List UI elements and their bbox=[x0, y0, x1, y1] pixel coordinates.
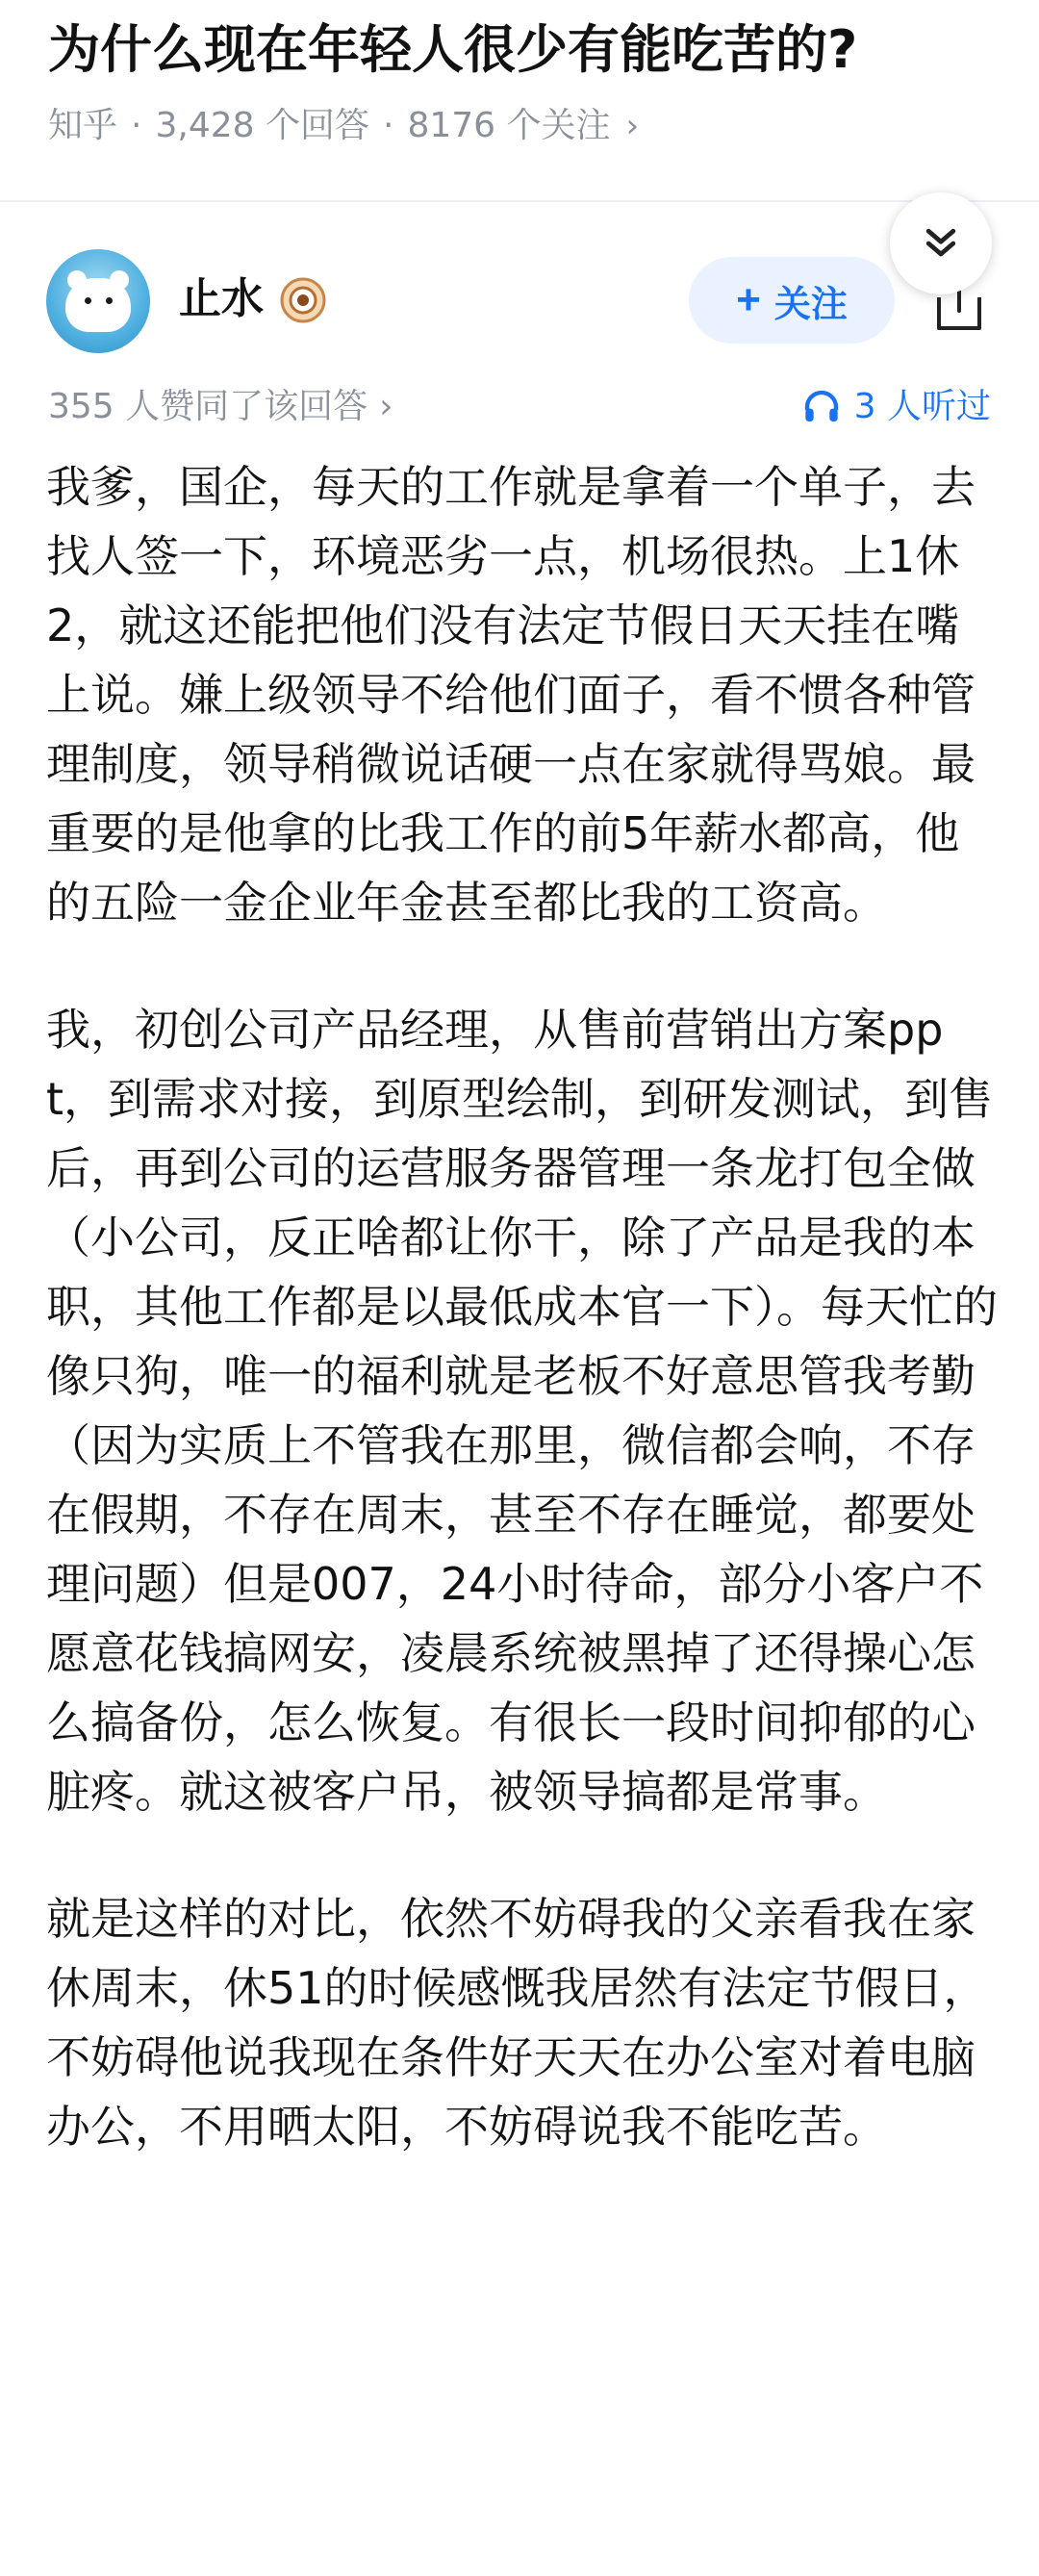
meta-separator: · bbox=[382, 106, 394, 145]
author-row bbox=[0, 245, 1039, 361]
stats-row bbox=[0, 380, 1039, 438]
follow-label: 关注 bbox=[773, 284, 848, 325]
source-label: 知乎 bbox=[48, 106, 118, 145]
follow-button[interactable] bbox=[689, 257, 895, 344]
avatar-bear bbox=[65, 278, 131, 332]
chevron-right-icon: › bbox=[379, 387, 393, 426]
meta-separator: · bbox=[131, 106, 142, 145]
collapse-button[interactable] bbox=[890, 192, 992, 294]
answer-paragraph: 我爹，国企，每天的工作就是拿着一个单子，去找人签一下，环境恶劣一点，机场很热。上1休2，就这还能把他们没有法定节假日天天挂在嘴上说。嫌上级领导不给他们面子，看不惯各种管理制度，领导稍微说话硬一点在家就得骂娘。最重要的是他拿的比我工作的前5年薪水都高，他的五险一金企业年金甚至都比我的工资高。 bbox=[46, 461, 976, 929]
follower-count: 8176 个关注 bbox=[407, 106, 611, 145]
listened-count[interactable] bbox=[802, 380, 991, 434]
plus-icon: + bbox=[736, 276, 761, 323]
header-divider bbox=[0, 200, 1039, 202]
vote-count-label: 355 人赞同了该回答 bbox=[48, 387, 368, 426]
avatar-eye bbox=[85, 297, 91, 304]
eye-badge-icon[interactable] bbox=[279, 276, 327, 324]
question-meta[interactable] bbox=[48, 100, 639, 152]
answer-paragraph: 我，初创公司产品经理，从售前营销出方案ppt，到需求对接，到原型绘制，到研发测试，到售后，再到公司的运营服务器管理一条龙打包全做（小公司，反正啥都让你干，除了产品是我的本职，其他工作都是以最低成本官一下）。每天忙的像只狗，唯一的福利就是老板不好意思管我考勤（因为实质上不管我在那里，微信都会响，不存在假期，不存在周末，甚至不存在睡觉，都要处理问题）但是007，24小时待命，部分小客户不愿意花钱搞网安，凌晨系统被黑掉了还得操心怎么搞备份，怎么恢复。有很长一段时间抑郁的心脏疼。就这被客户吊，被领导搞都是常事。 bbox=[46, 1004, 998, 1818]
answer-paragraph: 就是这样的对比，依然不妨碍我的父亲看我在家休周末，休51的时候感慨我居然有法定节假日，不妨碍他说我现在条件好天天在办公室对着电脑办公，不用晒太阳，不妨碍说我不能吃苦。 bbox=[46, 1893, 988, 2153]
vote-count[interactable] bbox=[48, 380, 393, 434]
question-header bbox=[0, 0, 1039, 202]
question-title[interactable]: 为什么现在年轻人很少有能吃苦的? bbox=[48, 19, 858, 80]
double-chevron-down-icon bbox=[920, 222, 962, 265]
author-name[interactable]: 止水 bbox=[179, 274, 264, 323]
answer-count: 3,428 个回答 bbox=[155, 106, 369, 145]
chevron-right-icon: › bbox=[625, 107, 640, 145]
listened-label: 3 人听过 bbox=[853, 387, 991, 426]
headphones-icon bbox=[802, 388, 841, 426]
avatar[interactable] bbox=[46, 249, 150, 353]
avatar-eye bbox=[106, 297, 113, 304]
answer-body bbox=[46, 452, 999, 2161]
